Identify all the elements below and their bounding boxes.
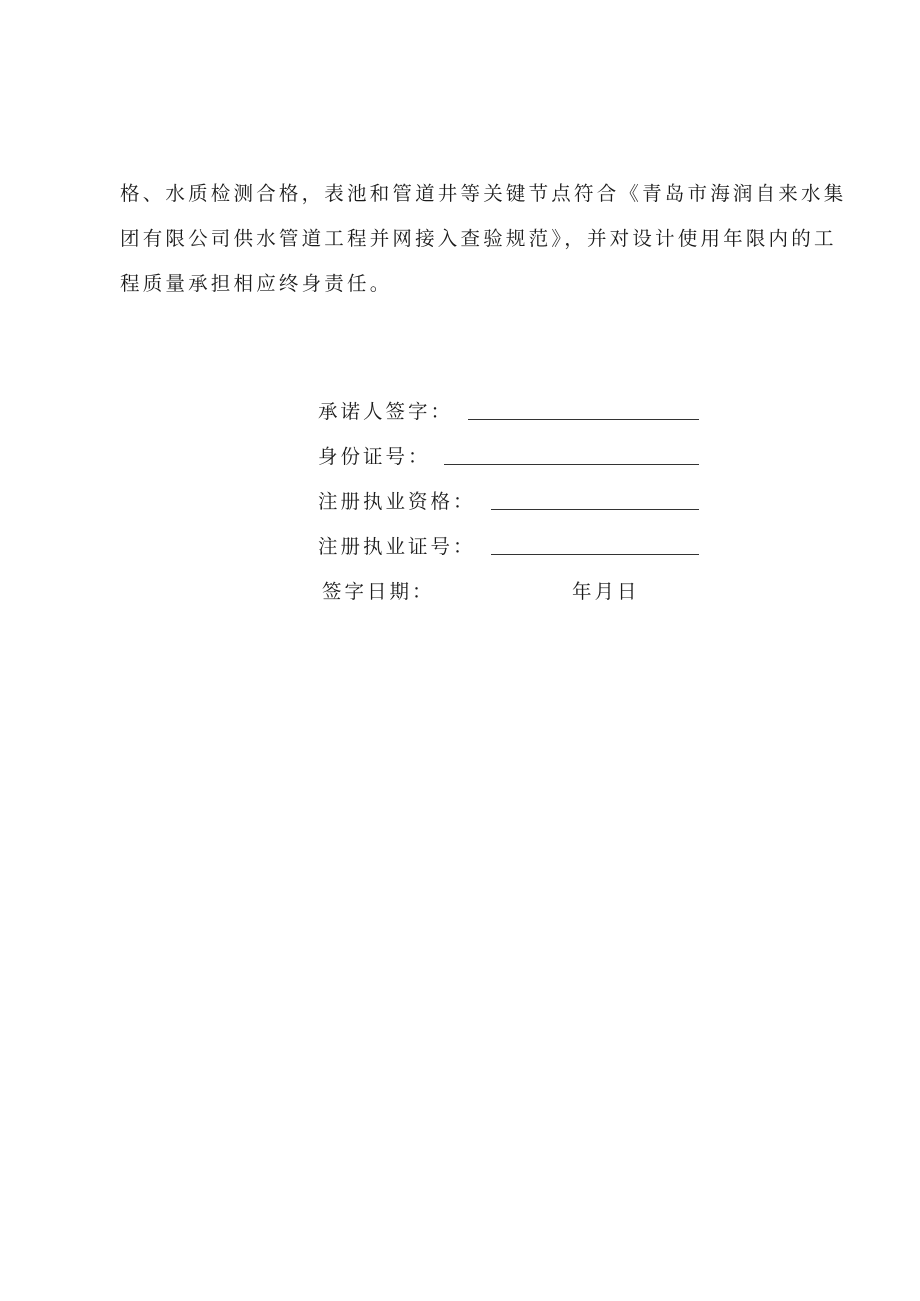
- qualification-label: 注册执业资格：: [318, 490, 476, 513]
- cert-number-label: 注册执业证号：: [318, 535, 476, 558]
- paragraph-line: 程质量承担相应终身责任。: [120, 272, 393, 295]
- id-number-row: [318, 439, 708, 484]
- signature-block: [318, 394, 708, 619]
- sign-date-suffix: 年月日: [572, 580, 640, 603]
- paragraph-line: 团有限公司供水管道工程并网接入查验规范》，并对设计使用年限内的工: [120, 227, 837, 250]
- cert-number-row: [318, 529, 708, 574]
- id-number-label: 身份证号：: [318, 445, 431, 468]
- signer-blank-line[interactable]: [468, 419, 699, 420]
- sign-date-row: [318, 574, 708, 619]
- qualification-blank-line[interactable]: [491, 509, 699, 510]
- commitment-paragraph: [120, 171, 865, 306]
- qualification-row: [318, 484, 708, 529]
- cert-number-blank-line[interactable]: [491, 554, 699, 555]
- signer-label: 承诺人签字：: [318, 400, 454, 423]
- paragraph-line: 格、水质检测合格，表池和管道井等关键节点符合《青岛市海润自来水集: [120, 182, 847, 205]
- signer-row: [318, 394, 708, 439]
- id-number-blank-line[interactable]: [444, 464, 699, 465]
- sign-date-label: 签字日期：: [322, 580, 435, 603]
